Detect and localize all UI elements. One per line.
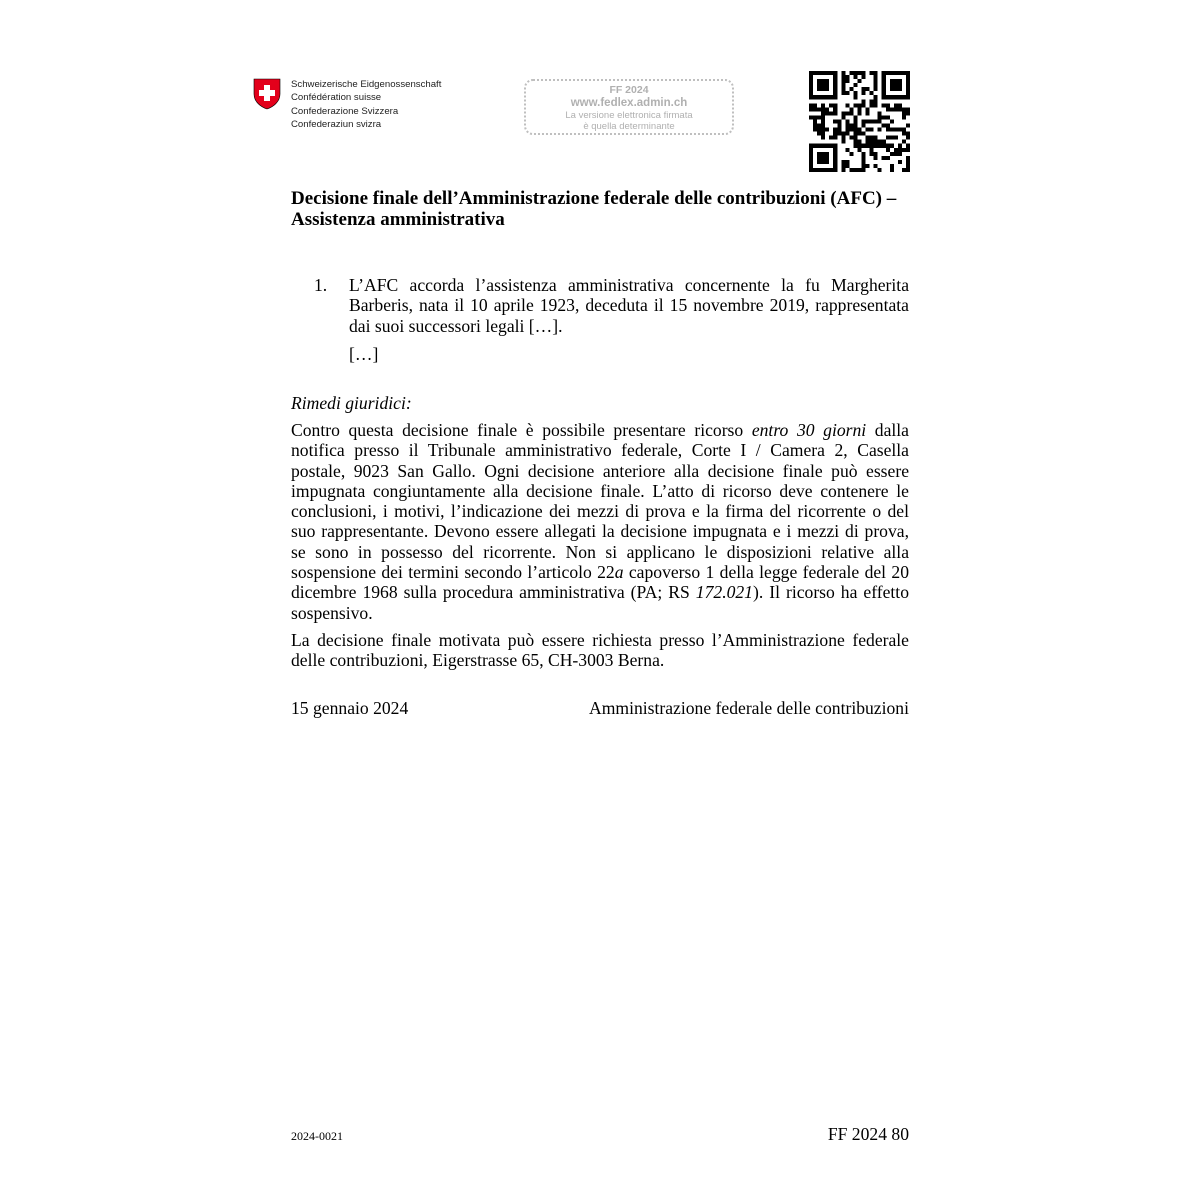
- document-id: 2024-0021: [291, 1129, 343, 1143]
- publication-reference: FF 2024 80: [827, 1124, 909, 1144]
- article-letter: a: [614, 562, 624, 583]
- decision-date: 15 gennaio 2024: [291, 698, 409, 718]
- omission-marker: […]: [349, 344, 379, 364]
- swiss-coat-of-arms-icon: [253, 78, 281, 110]
- stamp-note-line2: è quella determinante: [583, 121, 675, 132]
- remedies-text: capoverso 1 della legge federale del 20 dicembre 1968 sulla procedura amministrativa (PA; RS: [291, 562, 909, 603]
- confederation-name-de: Schweizerische Eidgenossenschaft: [291, 79, 442, 90]
- document-title: Decisione finale dell’Amministrazione federale delle contribuzioni (AFC) – Assistenza amministrativa: [291, 188, 897, 230]
- remedies-text: ). Il ricorso ha effetto sospensivo.: [291, 582, 909, 623]
- remedies-text: dalla notifica presso il Tribunale amministrativo federale, Corte I / Camera 2, Casella postale, 9023 San Gallo. Ogni decisione anteriore alla decisione finale può essere impugnata congiuntamente alla decisione finale. L’atto di ricorso deve contenere le conclusioni, i motivi, l’indicazione dei mezzi di prova e la firma del ricorrente o del suo rappresentante. Devono essere allegati la decisione impugnata e i mezzi di prova, se sono in possesso del ricorrente. Non si applicano le disposizioni relative alla sospensione dei termini secondo l’articolo 22: [291, 420, 909, 583]
- stamp-edition: FF 2024: [609, 84, 649, 96]
- rs-number: 172.021: [695, 582, 753, 603]
- confederation-names: [291, 78, 441, 131]
- issuing-authority: Amministrazione federale delle contribuzioni: [589, 698, 909, 718]
- stamp-url: www.fedlex.admin.ch: [570, 97, 688, 109]
- confederation-name-it: Confederazione Svizzera: [291, 105, 399, 117]
- stamp-note-line1: La versione elettronica firmata: [565, 110, 693, 121]
- remedies-text: Contro questa decisione finale è possibile presentare ricorso: [291, 420, 752, 440]
- remedies-heading: Rimedi giuridici:: [291, 393, 412, 413]
- remedies-paragraph-1: [291, 420, 909, 623]
- deadline-emphasis: entro 30 giorni: [751, 420, 867, 440]
- item-number: 1.: [314, 275, 328, 295]
- qr-code-icon: [809, 71, 910, 172]
- remedies-section: [291, 420, 909, 678]
- electronic-version-stamp: [524, 79, 734, 135]
- remedies-paragraph-2: La decisione finale motivata può essere richiesta presso l’Amministrazione federale delle contribuzioni, Eigerstrasse 65, CH-3003 Berna.: [291, 629, 909, 671]
- item-text: L’AFC accorda l’assistenza amministrativa concernente la fu Margherita Barberis, nata il 10 aprile 1923, deceduta il 15 novembre 2019, rappresentata dai suoi successori legali […].: [349, 275, 909, 336]
- confederation-name-fr: Confédération suisse: [291, 92, 382, 104]
- confederation-name-rm: Confederaziun svizra: [291, 118, 382, 130]
